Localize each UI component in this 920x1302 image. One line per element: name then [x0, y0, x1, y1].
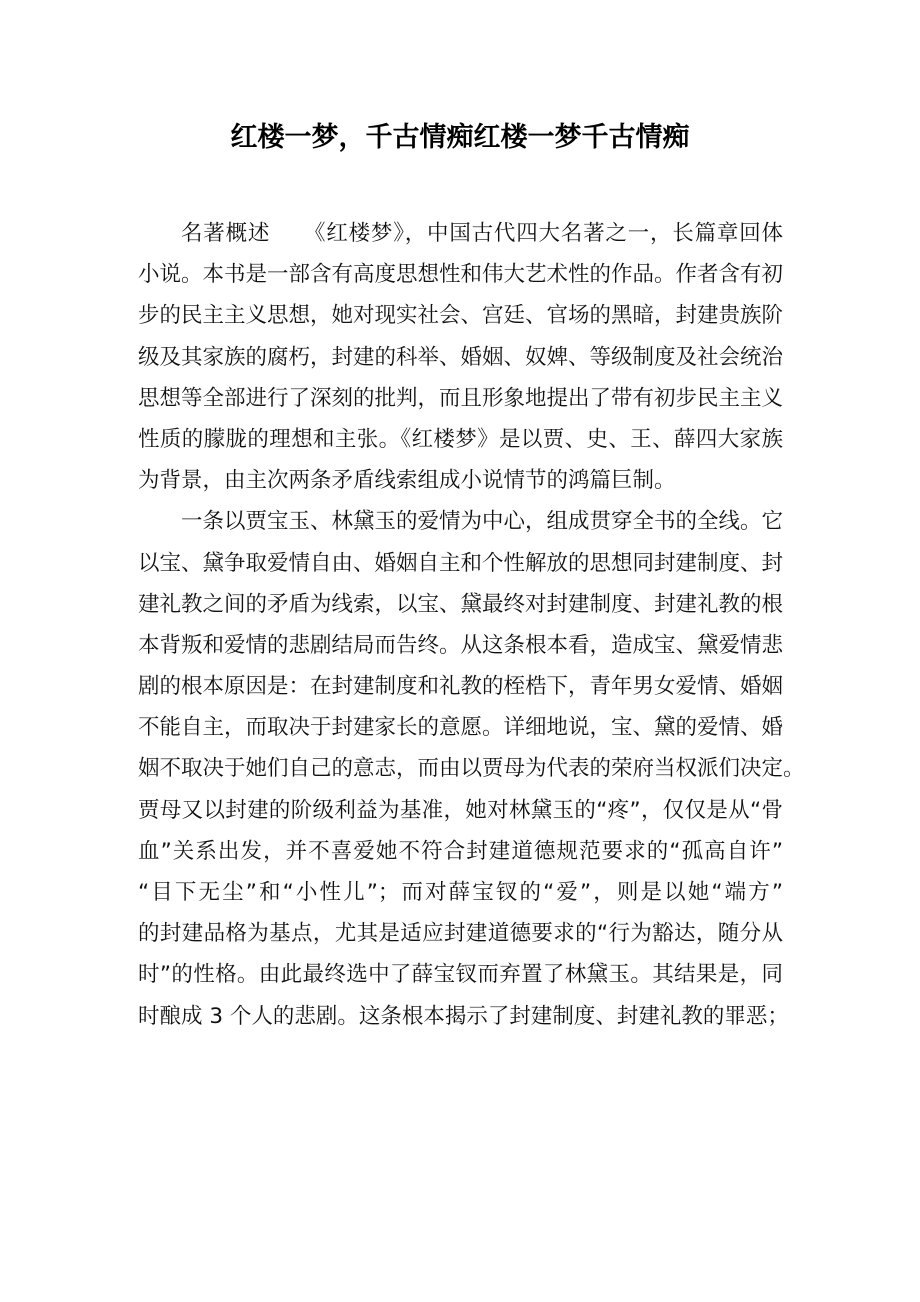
text-line: 剧的根本原因是：在封建制度和礼教的桎梏下，青年男女爱情、婚姻	[138, 674, 784, 700]
text-line: 本背叛和爱情的悲剧结局而告终。从这条根本看，造成宝、黛爱情悲	[138, 632, 784, 658]
text-line: 步的民主主义思想，她对现实社会、宫廷、官场的黑暗，封建贵族阶	[138, 303, 784, 329]
page-title: 红楼一梦，千古情痴红楼一梦千古情痴	[230, 122, 690, 153]
text-line: 血”关系出发，并不喜爱她不符合封建道德规范要求的“孤高自许”	[138, 838, 783, 864]
text-line: 名著概述 《红楼梦》，中国古代四大名著之一，长篇章回体	[181, 221, 783, 246]
text-line: “目下无尘”和“小性儿”；而对薛宝钗的“爱”，则是以她“端方”	[138, 880, 783, 905]
document-body	[138, 213, 805, 1037]
paragraph-1	[138, 213, 783, 501]
text-line: 小说。本书是一部含有高度思想性和伟大艺术性的作品。作者含有初	[138, 262, 784, 288]
text-line: 贾母又以封建的阶级利益为基准，她对林黛玉的“疼”，仅仅是从“骨	[138, 797, 783, 823]
text-line: 级及其家族的腐朽，封建的科举、婚姻、奴婢、等级制度及社会统治	[138, 344, 784, 370]
text-line: 一条以贾宝玉、林黛玉的爱情为中心，组成贯穿全书的全线。它	[181, 509, 784, 535]
paragraph-2	[138, 501, 805, 1036]
text-line: 时”的性格。由此最终选中了薛宝钗而弃置了林黛玉。其结果是，同	[138, 962, 783, 988]
text-line: 以宝、黛争取爱情自由、婚姻自主和个性解放的思想同封建制度、封	[138, 550, 784, 576]
text-line: 时酿成 3 个人的悲剧。这条根本揭示了封建制度、封建礼教的罪恶；	[138, 1003, 789, 1029]
text-line: 不能自主，而取决于封建家长的意愿。详细地说，宝、黛的爱情、婚	[138, 715, 784, 741]
text-line: 的封建品格为基点，尤其是适应封建道德要求的“行为豁达，随分从	[138, 921, 783, 947]
text-line: 性质的朦胧的理想和主张。《红楼梦》是以贾、史、王、薛四大家族	[138, 426, 783, 452]
text-line: 姻不取决于她们自己的意志，而由以贾母为代表的荣府当权派们决定。	[138, 756, 805, 782]
text-line: 为背景，由主次两条矛盾线索组成小说情节的鸿篇巨制。	[138, 468, 676, 494]
text-line: 建礼教之间的矛盾为线索，以宝、黛最终对封建制度、封建礼教的根	[138, 591, 784, 617]
text-line: 思想等全部进行了深刻的批判，而且形象地提出了带有初步民主主义	[138, 385, 784, 411]
